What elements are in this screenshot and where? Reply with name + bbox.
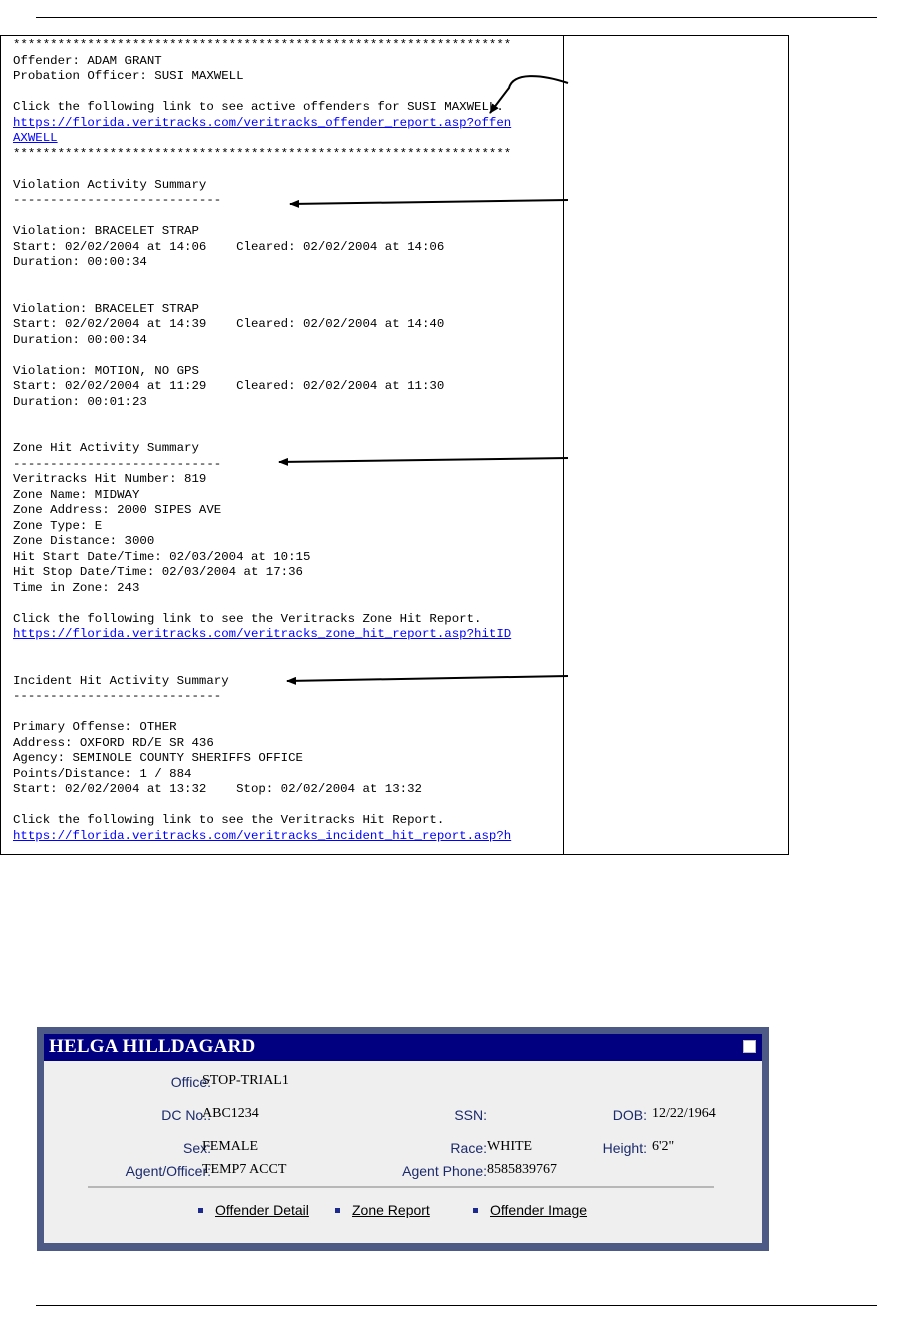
offender-summary-panel [37, 1027, 769, 1251]
email-text-line [13, 643, 564, 659]
race-value: WHITE [487, 1139, 533, 1154]
email-text-line: Zone Name: MIDWAY [13, 487, 140, 502]
email-text-line: ---------------------------- [13, 456, 222, 471]
email-link-line[interactable]: AXWELL [13, 131, 58, 145]
email-link-line[interactable]: https://florida.veritracks.com/veritracks_zone_hit_report.asp?hitID [13, 627, 512, 641]
agent-phone-label: Agent Phone: [402, 1163, 487, 1179]
email-content-cell [1, 36, 564, 854]
email-text-line: Offender: ADAM GRANT [13, 53, 162, 68]
email-text-line: Incident Hit Activity Summary [13, 673, 229, 688]
email-link-line[interactable]: https://florida.veritracks.com/veritracks_offender_report.asp?offen [13, 115, 512, 130]
dob-value: 12/22/1964 [652, 1106, 716, 1121]
email-text-line: Primary Offense: OTHER [13, 720, 177, 734]
offender-name-title: HELGA HILLDAGARD [49, 1036, 256, 1057]
email-text-line: Hit Stop Date/Time: 02/03/2004 at 17:36 [13, 565, 303, 579]
dc-number-label: DC No.: [161, 1107, 211, 1123]
email-text-line: Violation: BRACELET STRAP [13, 301, 199, 316]
email-text-line [13, 286, 564, 302]
email-text-line: Duration: 00:01:23 [13, 394, 147, 409]
sex-value: FEMALE [202, 1139, 258, 1154]
email-text-line: ******************************************************************* [13, 146, 512, 161]
email-text-line: Duration: 00:00:34 [13, 255, 147, 269]
height-value: 6'2" [652, 1139, 675, 1154]
email-text-line: ******************************************************************* [13, 38, 512, 52]
dc-number-value: ABC1234 [202, 1106, 259, 1121]
agent-officer-label: Agent/Officer: [125, 1163, 211, 1179]
email-text-line: Zone Type: E [13, 518, 103, 533]
bullet-icon [198, 1208, 203, 1213]
email-text-line: Click the following link to see the Veritracks Hit Report. [13, 813, 445, 827]
email-text-line: Start: 02/02/2004 at 13:32 Stop: 02/02/2004 at 13:32 [13, 782, 422, 796]
header-rule [36, 17, 877, 18]
email-text-line: Start: 02/02/2004 at 11:29 Cleared: 02/02/2004 at 11:30 [13, 379, 445, 393]
email-text-line: Click the following link to see active offenders for SUSI MAXWELL. [13, 100, 504, 114]
email-text-line: Agency: SEMINOLE COUNTY SHERIFFS OFFICE [13, 751, 303, 765]
offender-detail-link[interactable]: Offender Detail [215, 1202, 309, 1218]
email-text-line [13, 426, 564, 442]
offender-image-link[interactable]: Offender Image [490, 1202, 588, 1218]
email-text-line: ---------------------------- [13, 193, 222, 207]
email-text-line: Duration: 00:00:34 [13, 332, 147, 347]
email-text-line: Violation Activity Summary [13, 177, 207, 192]
email-text-line: Violation: MOTION, NO GPS [13, 363, 199, 378]
email-text-line [13, 410, 564, 426]
zone-report-link[interactable]: Zone Report [352, 1202, 430, 1218]
email-text-line: Zone Address: 2000 SIPES AVE [13, 503, 222, 517]
email-body [13, 38, 564, 844]
annotation-cell [564, 36, 788, 854]
email-text-line: ---------------------------- [13, 689, 222, 703]
footer-rule [36, 1305, 877, 1306]
email-text-line: Start: 02/02/2004 at 14:06 Cleared: 02/02/2004 at 14:06 [13, 239, 445, 254]
agent-officer-value: TEMP7 ACCT [202, 1162, 287, 1177]
email-text-line [13, 209, 564, 225]
height-label: Height: [602, 1140, 647, 1156]
email-text-line: Veritracks Hit Number: 819 [13, 472, 207, 486]
ssn-label: SSN: [454, 1107, 487, 1123]
email-text-line: Zone Hit Activity Summary [13, 441, 199, 455]
email-text-line [13, 271, 564, 287]
dob-label: DOB: [612, 1107, 647, 1123]
bullet-icon [473, 1208, 478, 1213]
email-text-line [13, 705, 564, 721]
email-text-line [13, 348, 564, 364]
email-text-line [13, 658, 564, 674]
email-text-line: Address: OXFORD RD/E SR 436 [13, 735, 214, 750]
email-text-line: Start: 02/02/2004 at 14:39 Cleared: 02/02/2004 at 14:40 [13, 317, 445, 331]
bullet-icon [335, 1208, 340, 1213]
email-text-line: Probation Officer: SUSI MAXWELL [13, 69, 244, 83]
race-label: Race: [450, 1140, 487, 1156]
email-text-line: Points/Distance: 1 / 884 [13, 766, 192, 781]
email-text-line [13, 85, 564, 101]
email-text-line [13, 798, 564, 814]
email-text-line: Hit Start Date/Time: 02/03/2004 at 10:15 [13, 549, 311, 564]
email-text-line [13, 596, 564, 612]
office-label: Office: [170, 1074, 211, 1090]
email-text-line: Violation: BRACELET STRAP [13, 224, 199, 238]
sex-label: Sex: [182, 1140, 211, 1156]
email-text-line: Click the following link to see the Veritracks Zone Hit Report. [13, 611, 482, 626]
email-text-line: Zone Distance: 3000 [13, 534, 155, 548]
email-notification-table [0, 35, 789, 855]
email-link-line[interactable]: https://florida.veritracks.com/veritracks_incident_hit_report.asp?h [13, 828, 512, 843]
office-value: STOP-TRIAL1 [202, 1073, 289, 1088]
panel-divider [88, 1186, 714, 1188]
agent-phone-value: 8585839767 [487, 1162, 557, 1177]
panel-header [44, 1034, 762, 1061]
panel-body [44, 1061, 762, 1243]
email-text-line: Time in Zone: 243 [13, 580, 140, 595]
email-text-line [13, 162, 564, 178]
checkbox-icon[interactable] [743, 1040, 756, 1053]
